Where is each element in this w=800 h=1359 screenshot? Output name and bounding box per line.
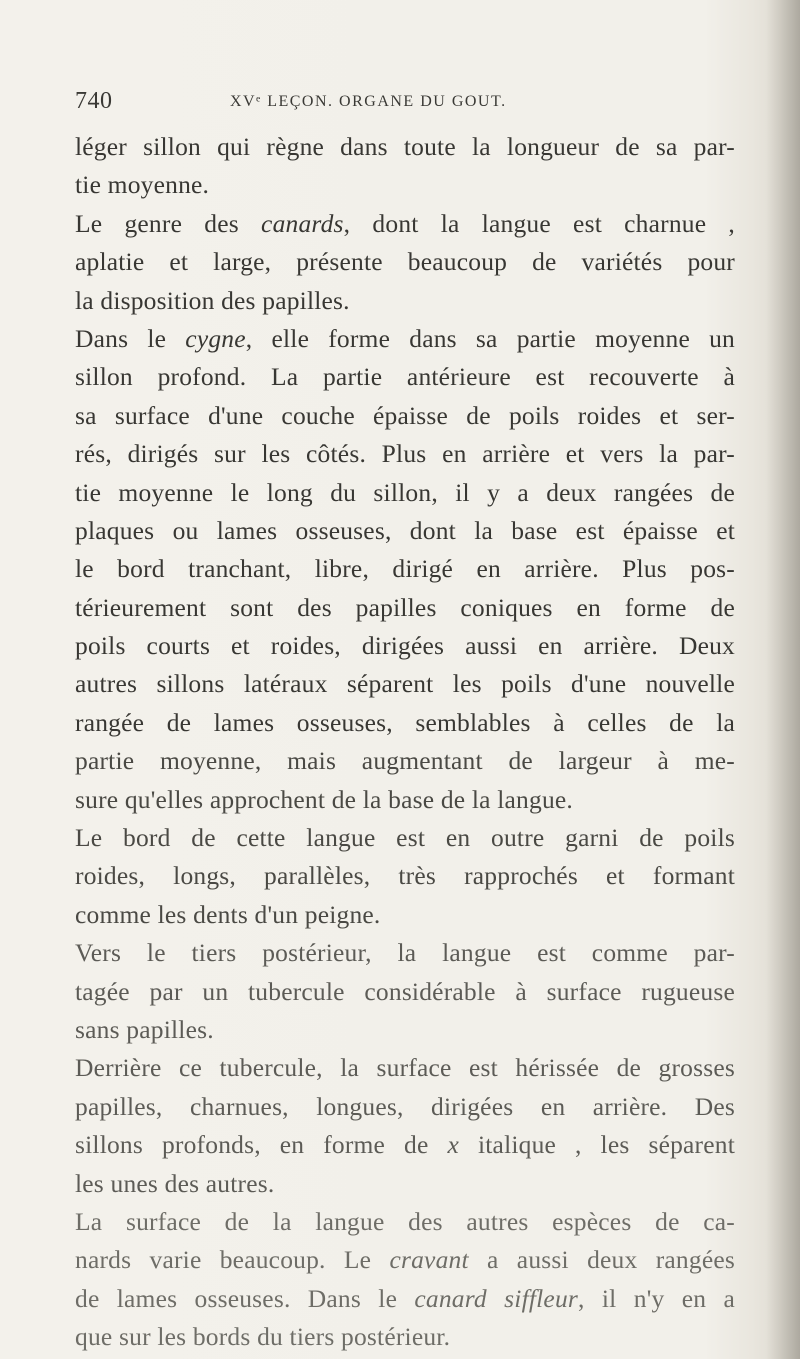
- italic-term: cravant: [389, 1245, 469, 1275]
- text-line: plaques ou lames osseuses, dont la base est épaisse et: [75, 515, 735, 545]
- text-line: sure qu'elles approchent de la base de la langue.: [75, 784, 573, 814]
- text-line: nards varie beaucoup. Le cravant a aussi deux rangées: [75, 1245, 735, 1275]
- text-line: Le bord de cette langue est en outre garni de poils: [75, 823, 735, 853]
- text-line: Dans le cygne, elle forme dans sa partie moyenne un: [75, 323, 735, 353]
- text-line: papilles, charnues, longues, dirigées en arrière. Des: [75, 1091, 735, 1121]
- text-line: Derrière ce tubercule, la surface est hérissée de grosses: [75, 1053, 735, 1083]
- text-line: Vers le tiers postérieur, la langue est comme par-: [75, 938, 735, 968]
- italic-term: x: [447, 1130, 460, 1160]
- text-line: aplatie et large, présente beaucoup de variétés pour: [75, 247, 735, 277]
- italic-term: canards: [261, 208, 344, 238]
- italic-term: cygne: [185, 323, 246, 353]
- text-line: sa surface d'une couche épaisse de poils roides et ser-: [75, 400, 735, 430]
- running-head-title: XVᵉ LEÇON. ORGANE DU GOUT.: [230, 93, 507, 110]
- text-line: poils courts et roides, dirigées aussi en arrière. Deux: [75, 631, 735, 661]
- text-line: de lames osseuses. Dans le canard siffleur, il n'y en a: [75, 1283, 735, 1313]
- text-line: autres sillons latéraux séparent les poils d'une nouvelle: [75, 669, 735, 699]
- text-line: La surface de la langue des autres espèces de ca-: [75, 1206, 735, 1236]
- text-line: léger sillon qui règne dans toute la longueur de sa par-: [75, 132, 735, 161]
- text-line: tie moyenne.: [75, 170, 210, 200]
- text-line: sillons profonds, en forme de x italique , les séparent: [75, 1130, 736, 1160]
- text-line: les unes des autres.: [75, 1168, 275, 1198]
- italic-term: canard siffleur: [414, 1283, 579, 1313]
- text-line: sans papilles.: [75, 1014, 214, 1044]
- body-text: [75, 128, 735, 1357]
- text-line: rés, dirigés sur les côtés. Plus en arrière et vers la par-: [75, 439, 735, 469]
- text-line: roides, longs, parallèles, très rapprochés et formant: [75, 861, 735, 891]
- text-line: tagée par un tubercule considérable à surface rugueuse: [75, 976, 735, 1006]
- page-edge-shadow: [766, 0, 800, 1359]
- text-line: tie moyenne le long du sillon, il y a deux rangées de: [75, 477, 735, 507]
- text-line: térieurement sont des papilles coniques en forme de: [75, 592, 735, 622]
- text-line: le bord tranchant, libre, dirigé en arrière. Plus pos-: [75, 554, 735, 584]
- running-head: [75, 88, 675, 118]
- text-line: comme les dents d'un peigne.: [75, 899, 381, 929]
- page-number: 740: [75, 88, 113, 114]
- text-line: que sur les bords du tiers postérieur.: [75, 1322, 451, 1352]
- text-line: partie moyenne, mais augmentant de largeur à me-: [75, 746, 735, 776]
- text-line: sillon profond. La partie antérieure est recouverte à: [75, 362, 735, 392]
- text-line: Le genre des canards, dont la langue est charnue ,: [75, 208, 735, 238]
- text-line: la disposition des papilles.: [75, 285, 350, 315]
- text-line: rangée de lames osseuses, semblables à celles de la: [75, 707, 735, 737]
